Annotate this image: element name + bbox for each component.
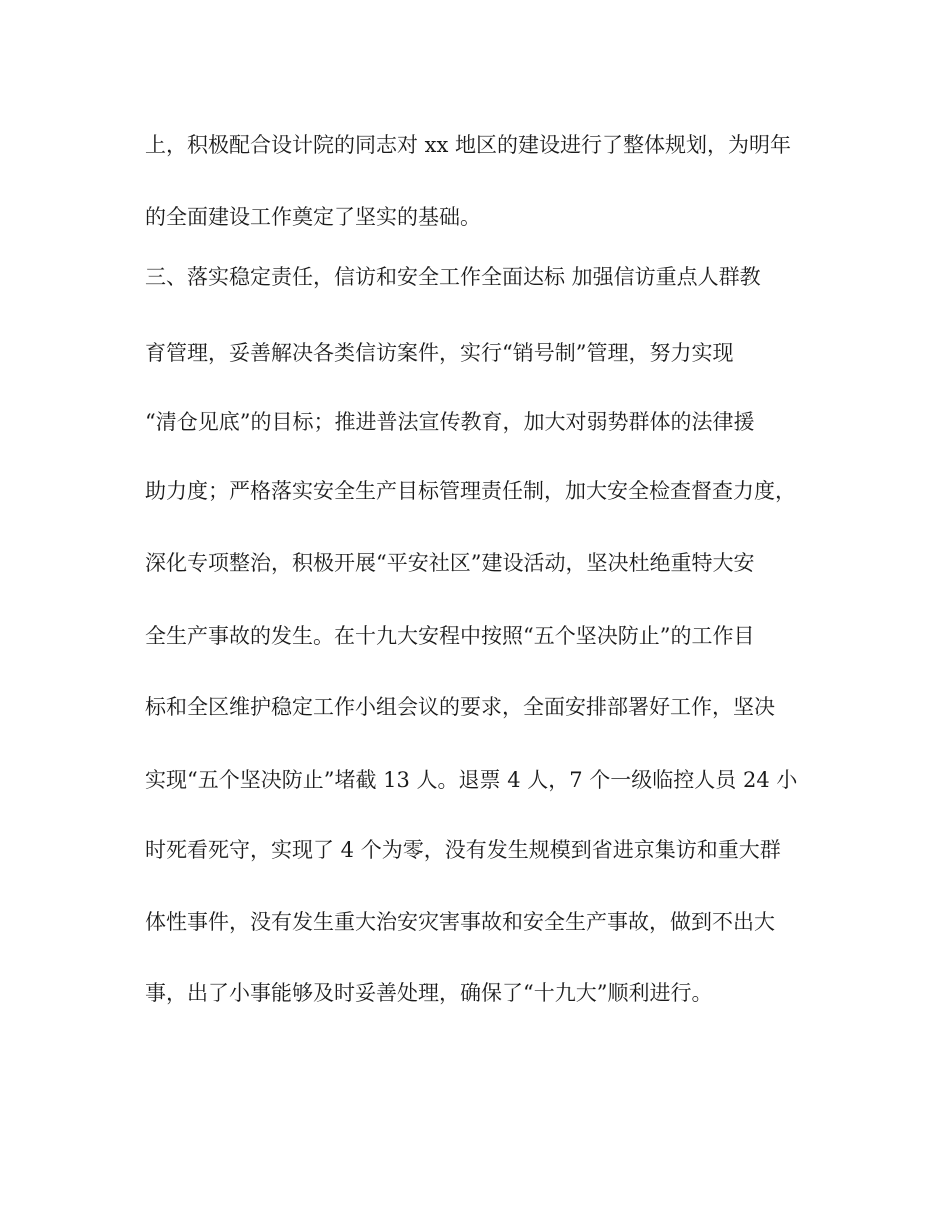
text-line: 事，出了小事能够及时妥善处理，确保了“十九大”顺利进行。	[145, 981, 713, 1005]
text-line: 深化专项整治，积极开展“平安社区”建设活动，坚决杜绝重特大安	[145, 551, 755, 575]
text-line: 全生产事故的发生。在十九大安程中按照“五个坚决防止”的工作目	[145, 624, 755, 648]
section-heading-line: 三、落实稳定责任，信访和安全工作全面达标 加强信访重点人群教	[145, 265, 761, 289]
text-line: 标和全区维护稳定工作小组会议的要求，全面安排部署好工作，坚决	[145, 695, 775, 719]
text-line: 助力度；严格落实安全生产目标管理责任制，加大安全检查督查力度，	[145, 479, 796, 503]
text-line: 体性事件，没有发生重大治安灾害事故和安全生产事故，做到不出大	[145, 910, 775, 934]
text-line: 时死看死守，实现了 4 个为零，没有发生规模到省进京集访和重大群	[145, 838, 781, 862]
text-line: 育管理，妥善解决各类信访案件，实行“销号制”管理，努力实现	[145, 341, 734, 365]
text-line: 的全面建设工作奠定了坚实的基础。	[145, 205, 481, 229]
text-line: 实现“五个坚决防止”堵截 13 人。退票 4 人，7 个一级临控人员 24 小	[145, 768, 798, 792]
text-line: “清仓见底”的目标；推进普法宣传教育，加大对弱势群体的法律援	[145, 410, 755, 434]
text-line: 上，积极配合设计院的同志对 xx 地区的建设进行了整体规划，为明年	[145, 133, 792, 157]
